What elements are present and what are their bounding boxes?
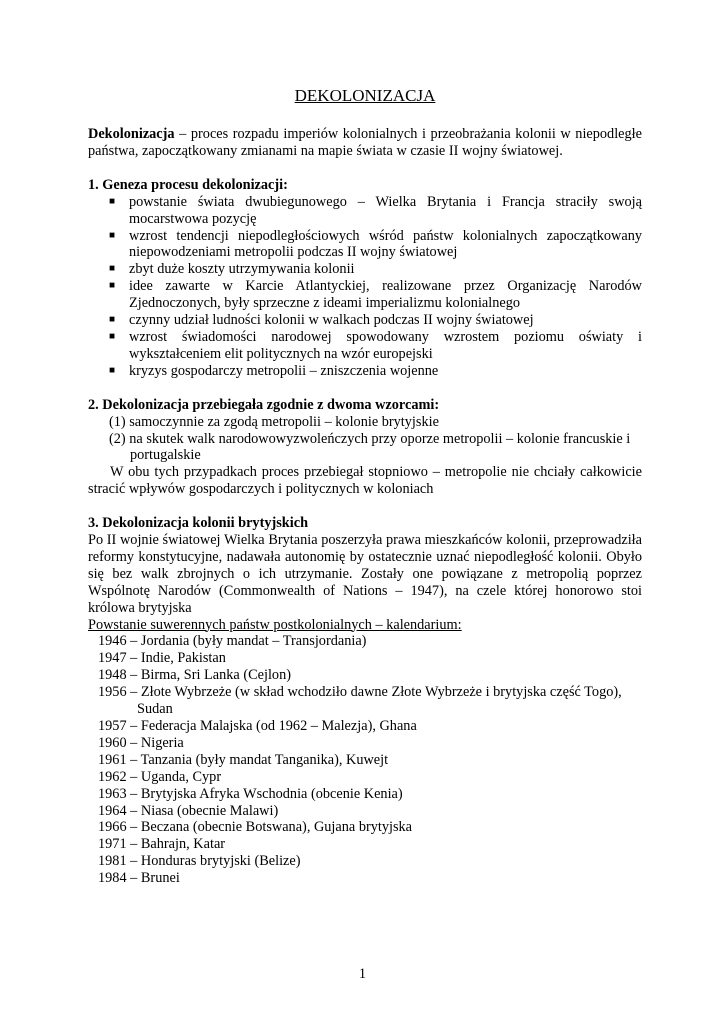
square-bullet-icon: ■ <box>109 280 116 292</box>
list-item: ■ powstanie świata dwubiegunowego – Wielka Brytania i Francja straciły swoją mocarstwowa pozycję <box>109 193 642 227</box>
list-item: ■ wzrost tendencji niepodległościowych wśród państw kolonialnych zapoczątkowany niepowodzeniami metropolii podczas II wojny światowej <box>109 227 642 261</box>
section-1-list <box>88 194 642 380</box>
square-bullet-icon: ■ <box>109 263 116 275</box>
calendar-row: 1964 – Niasa (obecnie Malawi) <box>98 802 279 819</box>
calendar-list <box>88 633 642 887</box>
calendar-row: 1961 – Tanzania (były mandat Tanganika), Kuwejt <box>98 751 389 768</box>
square-bullet-icon: ■ <box>109 195 116 207</box>
calendar-row: 1947 – Indie, Pakistan <box>98 650 226 667</box>
section-3-paragraph: Po II wojnie światowej Wielka Brytania poszerzyła prawa mieszkańców kolonii, przeprowadziła reformy konstytucyjne, nadawała autonomię by ostatecznie uznać niepodległość kolonii. Obyło się bez walk zbrojnych o ich utrzymanie. Zostały one powiązane z metropolią poprzez Wspólnotę Narodów (Commonwealth of Nations – 1947), na czele której honorowo stoi królowa brytyjska <box>88 532 642 616</box>
list-item: (2) na skutek walk narodowowyzwoleńczych przy oporze metropolii – kolonie francuskie i portugalskie <box>109 430 631 464</box>
calendar-row: 1960 – Nigeria <box>98 734 184 751</box>
square-bullet-icon: ■ <box>109 330 116 342</box>
square-bullet-icon: ■ <box>109 364 116 376</box>
calendar-row: 1957 – Federacja Malajska (od 1962 – Malezja), Ghana <box>98 718 417 734</box>
square-bullet-icon: ■ <box>109 314 116 326</box>
section-2-heading: 2. Dekolonizacja przebiegała zgodnie z dwoma wzorcami: <box>88 396 440 413</box>
page-number: 1 <box>358 966 367 982</box>
document-title: DEKOLONIZACJA <box>294 86 436 105</box>
list-item: (1) samoczynnie za zgodą metropolii – kolonie brytyjskie <box>109 413 439 430</box>
calendar-row: 1981 – Honduras brytyjski (Belize) <box>98 853 301 870</box>
section-1-heading: 1. Geneza procesu dekolonizacji: <box>88 176 288 193</box>
intro-text: – proces rozpadu imperiów kolonialnych i przeobrażania kolonii w niepodległe państwa, zapoczątkowany zmianami na mapie świata w czasie II wojny światowej. <box>88 126 642 159</box>
list-item: ■ kryzys gospodarczy metropolii – zniszczenia wojenne <box>109 362 439 379</box>
calendar-row: 1966 – Beczana (obecnie Botswana), Gujana brytyjska <box>98 819 413 836</box>
list-item: ■ czynny udział ludności kolonii w walkach podczas II wojny światowej <box>109 312 534 329</box>
calendar-row: 1946 – Jordania (były mandat – Transjordania) <box>98 633 367 650</box>
list-item: ■ idee zawarte w Karcie Atlantyckiej, realizowane przez Organizację Narodów Zjednoczonych, były sprzeczne z ideami imperializmu kolonialnego <box>109 278 642 312</box>
calendar-row: 1984 – Brunei <box>98 870 180 887</box>
calendar-row: 1948 – Birma, Sri Lanka (Cejlon) <box>98 667 291 684</box>
list-item: ■ wzrost świadomości narodowej spowodowany wzrostem poziomu oświaty i wykształceniem elit politycznych na wzór europejski <box>109 328 642 362</box>
calendar-row: 1971 – Bahrajn, Katar <box>98 836 226 853</box>
calendar-row: 1963 – Brytyjska Afryka Wschodnia (obcenie Kenia) <box>98 785 403 802</box>
intro-term: Dekolonizacja <box>88 126 175 142</box>
calendar-row: 1962 – Uganda, Cypr <box>98 768 222 785</box>
section-3-heading: 3. Dekolonizacja kolonii brytyjskich <box>88 515 309 532</box>
list-item: ■ zbyt duże koszty utrzymywania kolonii <box>109 261 355 278</box>
document-page <box>88 86 642 887</box>
intro-paragraph <box>88 126 642 160</box>
calendar-row: 1956 – Złote Wybrzeże (w skład wchodziło dawne Złote Wybrzeże i brytyjska część Togo), Sudan <box>98 684 622 718</box>
calendar-heading: Powstanie suwerennych państw postkolonialnych – kalendarium: <box>88 616 462 633</box>
section-2-note: W obu tych przypadkach proces przebiegał stopniowo – metropolie nie chciały całkowicie stracić wpływów gospodarczych i politycznych w koloniach <box>88 464 642 498</box>
section-2-list <box>88 414 642 465</box>
square-bullet-icon: ■ <box>109 229 116 241</box>
